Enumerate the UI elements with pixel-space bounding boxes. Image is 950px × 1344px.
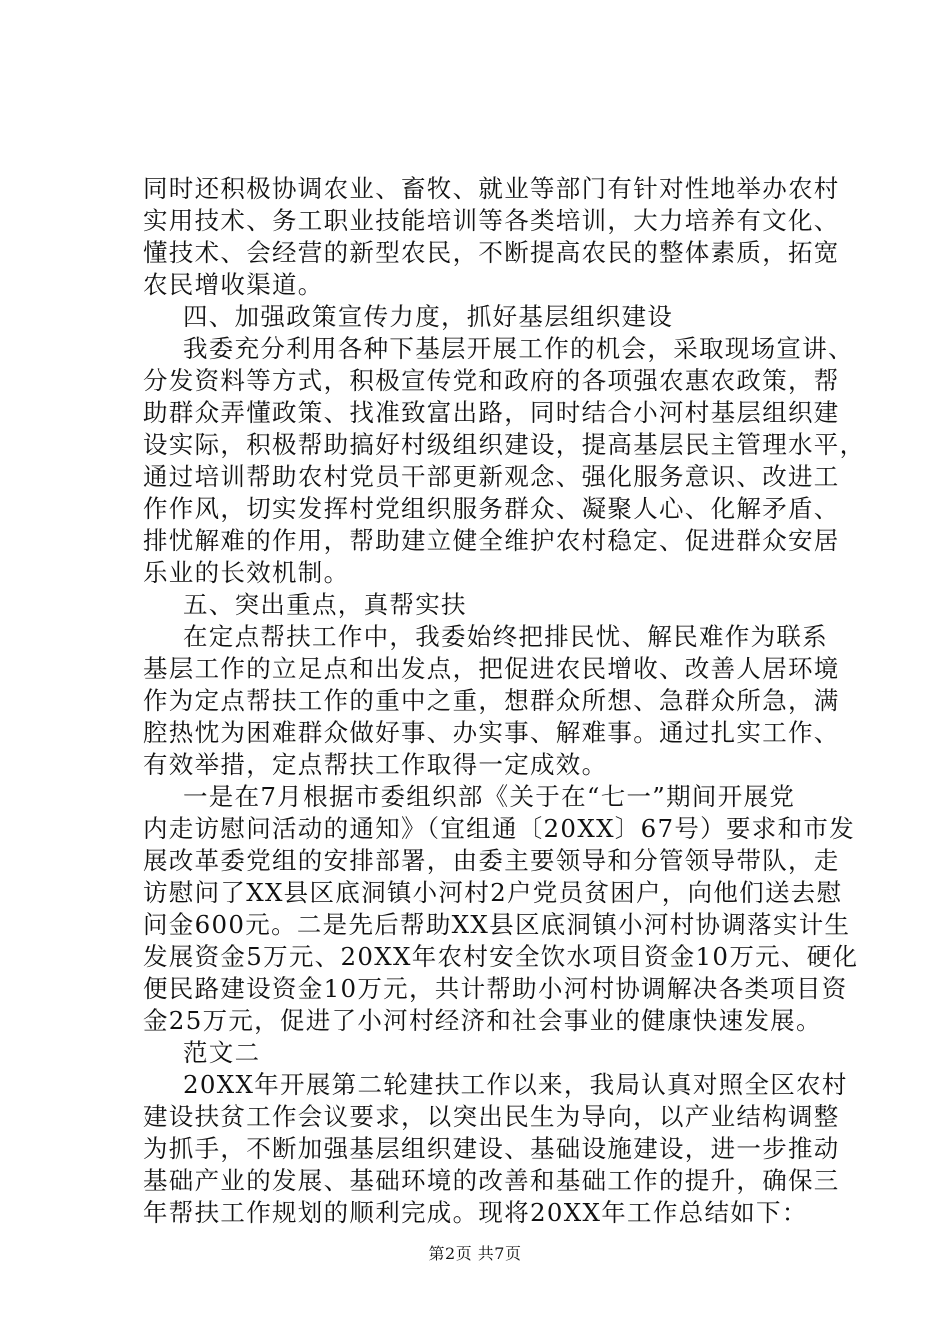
paragraph-line: 作作风，切实发挥村党组织服务群众、凝聚人心、化解矛盾、 [143, 494, 840, 523]
paragraph-line: 腔热忱为困难群众做好事、办实事、解难事。通过扎实工作、 [143, 718, 840, 747]
paragraph-line: 助群众弄懂政策、找准致富出路，同时结合小河村基层组织建 [143, 398, 840, 427]
paragraph-line: 在定点帮扶工作中，我委始终把排民忧、解民难作为联系 [183, 622, 828, 651]
paragraph-line: 排忧解难的作用，帮助建立健全维护农村稳定、促进群众安居 [143, 526, 840, 555]
paragraph-line: 懂技术、会经营的新型农民，不断提高农民的整体素质，拓宽 [143, 238, 840, 267]
paragraph-line: 内走访慰问活动的通知》（宜组通〔20XX〕67号）要求和市发 [143, 814, 855, 843]
paragraph-line: 基础产业的发展、基础环境的改善和基础工作的提升，确保三 [143, 1166, 840, 1195]
section-heading: 范文二 [183, 1038, 261, 1067]
paragraph-line: 建设扶贫工作会议要求，以突出民生为导向，以产业结构调整 [143, 1102, 840, 1131]
paragraph-line: 问金600元。二是先后帮助XX县区底洞镇小河村协调落实计生 [143, 910, 851, 939]
paragraph-line: 乐业的长效机制。 [143, 558, 350, 587]
paragraph-line: 分发资料等方式，积极宣传党和政府的各项强农惠农政策，帮 [143, 366, 840, 395]
paragraph-line: 实用技术、务工职业技能培训等各类培训，大力培养有文化、 [143, 206, 840, 235]
paragraph-line: 同时还积极协调农业、畜牧、就业等部门有针对性地举办农村 [143, 174, 840, 203]
section-heading: 四、加强政策宣传力度，抓好基层组织建设 [183, 302, 674, 331]
paragraph-line: 为抓手，不断加强基层组织建设、基础设施建设，进一步推动 [143, 1134, 840, 1163]
paragraph-line: 作为定点帮扶工作的重中之重，想群众所想、急群众所急，满 [143, 686, 840, 715]
paragraph-line: 年帮扶工作规划的顺利完成。现将20XX年工作总结如下： [143, 1198, 808, 1227]
paragraph-line: 20XX年开展第二轮建扶工作以来，我局认真对照全区农村 [183, 1070, 848, 1099]
paragraph-line: 农民增收渠道。 [143, 270, 324, 299]
paragraph-line: 金25万元，促进了小河村经济和社会事业的健康快速发展。 [143, 1006, 822, 1035]
section-heading: 五、突出重点，真帮实扶 [183, 590, 467, 619]
paragraph-line: 通过培训帮助农村党员干部更新观念、强化服务意识、改进工 [143, 462, 840, 491]
paragraph-line: 发展资金5万元、20XX年农村安全饮水项目资金10万元、硬化 [143, 942, 859, 971]
paragraph-line: 基层工作的立足点和出发点，把促进农民增收、改善人居环境 [143, 654, 840, 683]
paragraph-line: 一是在7月根据市委组织部《关于在“七一”期间开展党 [183, 782, 796, 811]
paragraph-line: 设实际，积极帮助搞好村级组织建设，提高基层民主管理水平， [143, 430, 866, 459]
page-footer: 第2页 共7页 [428, 1244, 522, 1263]
paragraph-line: 有效举措，定点帮扶工作取得一定成效。 [143, 750, 608, 779]
paragraph-line: 我委充分利用各种下基层开展工作的机会，采取现场宣讲、 [183, 334, 854, 363]
paragraph-line: 展改革委党组的安排部署，由委主要领导和分管领导带队，走 [143, 846, 840, 875]
paragraph-line: 访慰问了XX县区底洞镇小河村2户党员贫困户，向他们送去慰 [143, 878, 843, 907]
paragraph-line: 便民路建设资金10万元，共计帮助小河村协调解决各类项目资 [143, 974, 848, 1003]
